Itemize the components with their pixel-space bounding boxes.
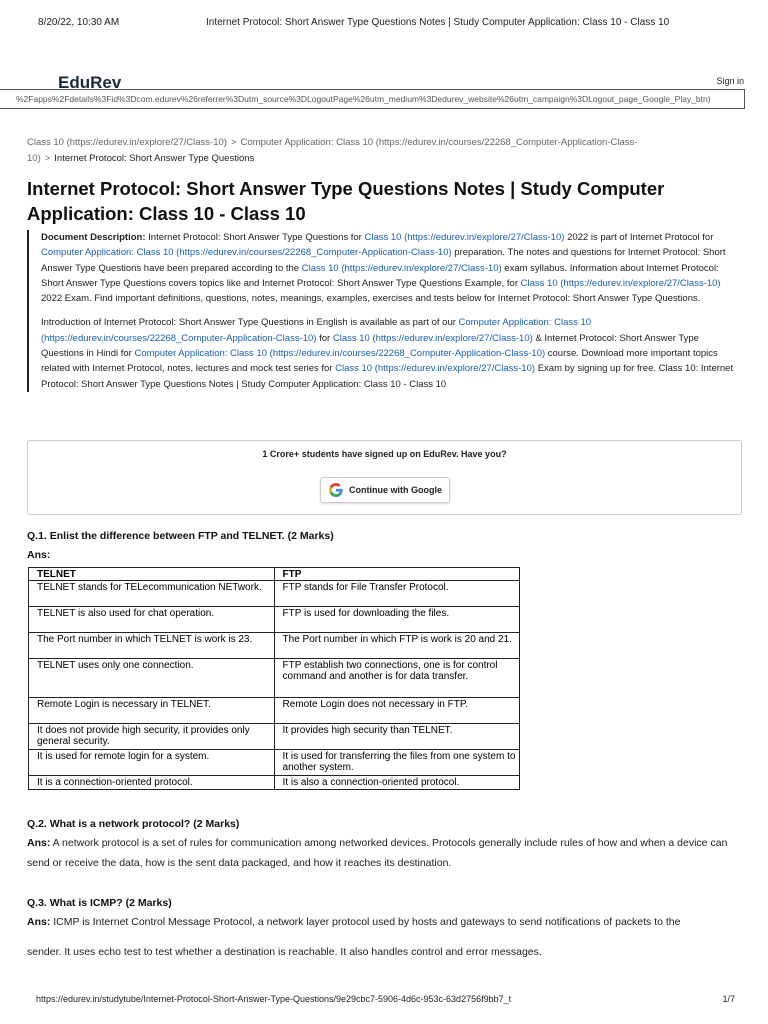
link-course[interactable]: Computer Application: Class 10 (https://edurev.in/courses/22268_Computer-Application-Class-10) — [134, 348, 546, 360]
continue-with-google-button[interactable] — [320, 477, 450, 503]
table-row — [29, 659, 520, 698]
breadcrumb-separator: > — [230, 137, 237, 148]
signup-text: 1 Crore+ students have signed up on EduRev. Have you? — [262, 449, 507, 459]
table-cell: It is used for remote login for a system. — [29, 750, 275, 776]
desc-text: Internet Protocol: Short Answer Type Questions for — [145, 232, 365, 243]
desc-text: course. Download more important topics related with Internet Protocol, notes, lectures and mock test series for — [41, 348, 718, 375]
table-cell: FTP stands for File Transfer Protocol. — [274, 581, 519, 607]
answer-label: Ans: — [27, 837, 51, 849]
desc-text: for — [316, 332, 333, 344]
table-cell: It is used for transferring the files from one system to another system. — [274, 750, 519, 776]
table-cell: Remote Login is necessary in TELNET. — [29, 698, 275, 724]
table-cell: It does not provide high security, it provides only general security. — [29, 724, 275, 750]
print-title: Internet Protocol: Short Answer Type Questions Notes | Study Computer Application: Class 10 - Class 10 — [206, 17, 670, 28]
breadcrumb — [27, 135, 707, 166]
table-cell: It provides high security than TELNET. — [274, 724, 519, 750]
breadcrumb-current: Internet Protocol: Short Answer Type Questions — [54, 152, 255, 164]
table-cell: The Port number in which TELNET is work is 23. — [29, 633, 275, 659]
answer-text: A network protocol is a set of rules for communication among networked devices. Protocols generally include rules of how and when a device can send or receive the data, how is the sent data packaged, and how it reaches its destination. — [27, 837, 728, 869]
table-row — [29, 607, 520, 633]
table-cell: TELNET is also used for chat operation. — [29, 607, 275, 633]
comparison-table — [28, 567, 520, 790]
table-cell: The Port number in which FTP is work is 20 and 21. — [274, 633, 519, 659]
answer-label: Ans: — [27, 549, 51, 561]
answer-label: Ans: — [27, 916, 51, 928]
table-cell: TELNET stands for TELecommunication NETwork. — [29, 581, 275, 607]
desc-text: preparation. The notes and questions for Internet Protocol: Short Answer Type Questions have been prepared according to the — [41, 247, 726, 274]
edurev-logo[interactable]: EduRev — [58, 73, 122, 89]
table-row — [29, 750, 520, 776]
link-class10[interactable]: Class 10 (https://edurev.in/explore/27/Class-10) — [301, 262, 502, 274]
google-play-link-url[interactable]: %2Fapps%2Fdetails%3Fid%3Dcom.edurev%26referrer%3Dutm_source%3DLogoutPage%26utm_medium%3Dedurev_website%26utm_campaign%3DLogout_page_Google_Play_btn) — [0, 89, 745, 109]
desc-text: 2022 is part of Internet Protocol for — [564, 232, 714, 243]
table-header-telnet: TELNET — [29, 568, 275, 581]
print-datetime: 8/20/22, 10:30 AM — [38, 17, 120, 28]
answer-3-cont: sender. It uses echo test to test whether a destination is reachable. It also handles control and error messages. — [27, 946, 542, 957]
answer-3 — [27, 913, 742, 933]
table-row — [29, 724, 520, 750]
breadcrumb-separator: > — [44, 152, 51, 164]
breadcrumb-course[interactable]: Computer Application: Class 10 (https://edurev.in/courses/22268_Computer-Application-Class- — [240, 137, 638, 148]
table-row — [29, 581, 520, 607]
description-label: Document Description: — [41, 232, 146, 243]
table-cell: It is a connection-oriented protocol. — [29, 776, 275, 790]
link-class10[interactable]: Class 10 (https://edurev.in/explore/27/Class-10) — [335, 363, 536, 375]
answer-text: ICMP is Internet Control Message Protocol, a network layer protocol used by hosts and gateways to send notifications of packets to the — [50, 916, 681, 928]
link-course[interactable]: Computer Application: Class 10 (https://edurev.in/courses/22268_Computer-Application-Class-10) — [41, 317, 592, 344]
table-cell: TELNET uses only one connection. — [29, 659, 275, 698]
link-class10[interactable]: Class 10 (https://edurev.in/explore/27/Class-10) — [520, 277, 721, 289]
link-class10[interactable]: Class 10 (https://edurev.in/explore/27/Class-10) — [364, 232, 565, 243]
description-paragraph-1 — [41, 230, 741, 306]
link-course[interactable]: Computer Application: Class 10 (https://edurev.in/courses/22268_Computer-Application-Class-10) — [41, 247, 452, 259]
table-row — [29, 633, 520, 659]
signin-link[interactable]: Sign in — [716, 76, 744, 86]
table-cell: FTP establish two connections, one is for control command and another is for data transfer. — [274, 659, 519, 698]
google-icon — [329, 483, 343, 497]
google-button-label: Continue with Google — [349, 485, 442, 495]
desc-text: Introduction of Internet Protocol: Short Answer Type Questions in English is available as part of our — [41, 317, 459, 329]
question-2: Q.2. What is a network protocol? (2 Marks) — [27, 818, 240, 830]
table-header-ftp: FTP — [274, 568, 519, 581]
link-class10[interactable]: Class 10 (https://edurev.in/explore/27/Class-10) — [332, 332, 533, 344]
desc-text: 2022 Exam. Find important definitions, questions, notes, meanings, examples, exercises and tests below for Internet Protocol: Short Answer Type Questions. — [41, 293, 701, 305]
question-1: Q.1. Enlist the difference between FTP and TELNET. (2 Marks) — [27, 530, 334, 542]
table-cell: It is also a connection-oriented protocol. — [274, 776, 519, 790]
document-description — [27, 230, 741, 392]
signup-banner — [27, 440, 742, 515]
page-title: Internet Protocol: Short Answer Type Questions Notes | Study Computer Application: Class 10 - Class 10 — [27, 178, 665, 224]
page-number: 1/7 — [722, 994, 735, 1004]
answer-2 — [27, 834, 742, 873]
table-row — [29, 698, 520, 724]
footer-url: https://edurev.in/studytube/Internet-Protocol-Short-Answer-Type-Questions/9e29cbc7-5906-4d6c-953c-63d2756f9bb7_t — [36, 994, 512, 1004]
table-header-row — [29, 568, 520, 581]
table-cell: FTP is used for downloading the files. — [274, 607, 519, 633]
desc-text: Exam by signing up for free. Class 10: Internet Protocol: Short Answer Type Questions Notes | Study Computer Application: Class 10 - Class 10 — [41, 363, 734, 390]
desc-text: & Internet Protocol: Short Answer Type Questions in Hindi for — [41, 332, 699, 360]
description-paragraph-2 — [41, 315, 741, 391]
table-cell: Remote Login does not necessary in FTP. — [274, 698, 519, 724]
question-3: Q.3. What is ICMP? (2 Marks) — [27, 897, 172, 909]
desc-text: exam syllabus. Information about Internet Protocol: Short Answer Type Questions covers topics like and Internet Protocol: Short Answer Type Questions Example, for — [41, 262, 719, 289]
breadcrumb-course-cont[interactable]: 10) — [27, 152, 41, 164]
breadcrumb-class10[interactable]: Class 10 (https://edurev.in/explore/27/Class-10) — [27, 137, 227, 148]
table-row — [29, 776, 520, 790]
